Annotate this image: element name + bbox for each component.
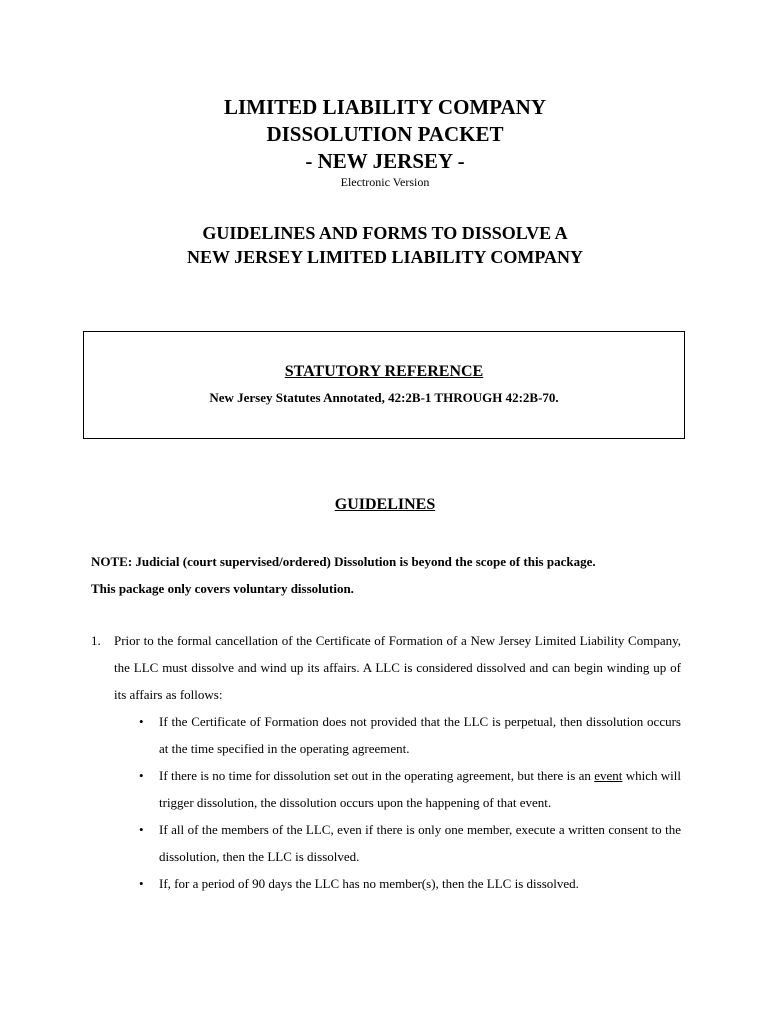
bullet-text: If all of the members of the LLC, even if there is only one member, execute a written consent to the dissolution, then the LLC is dissolved. — [159, 822, 681, 864]
list-item — [114, 870, 681, 897]
list-item — [114, 816, 681, 870]
item-intro: Prior to the formal cancellation of the Certificate of Formation of a New Jersey Limited Liability Company, the LLC must dissolve and wind up its affairs. A LLC is considered dissolved and can begin winding up of its affairs as follows: — [114, 633, 681, 702]
guideline-item-1 — [91, 627, 681, 897]
scope-note — [91, 548, 691, 602]
guide-title-line-1: GUIDELINES AND FORMS TO DISSOLVE A — [202, 223, 568, 243]
item-body — [114, 627, 681, 897]
bullet-icon: • — [139, 876, 144, 891]
guidelines-heading: GUIDELINES — [334, 496, 436, 513]
statutory-reference-text: New Jersey Statutes Annotated, 42:2B-1 THROUGH 42:2B-70. — [209, 390, 559, 405]
document-title — [0, 94, 770, 189]
item-number: 1. — [91, 633, 101, 648]
list-item — [114, 708, 681, 762]
scope-note-line-2: This package only covers voluntary dissolution. — [91, 581, 354, 596]
bullet-text: If the Certificate of Formation does not provided that the LLC is perpetual, then dissolution occurs at the time specified in the operating agreement. — [159, 714, 681, 756]
title-line-3: - NEW JERSEY - — [305, 149, 465, 173]
title-line-1: LIMITED LIABILITY COMPANY — [223, 95, 547, 119]
guide-title — [0, 221, 770, 269]
statutory-reference-box — [83, 331, 685, 439]
bullet-text-underlined: event — [594, 768, 623, 783]
statutory-reference-heading: STATUTORY REFERENCE — [284, 363, 484, 380]
list-item — [114, 762, 681, 816]
dissolution-conditions-list — [114, 708, 681, 897]
bullet-text-post: which will trigger dissolution, the dissolution occurs upon the happening of that event. — [159, 768, 682, 810]
bullet-icon: • — [139, 768, 144, 783]
bullet-text-pre: If there is no time for dissolution set out in the operating agreement, but there is an — [159, 768, 591, 783]
bullet-icon: • — [139, 822, 144, 837]
bullet-text: If, for a period of 90 days the LLC has no member(s), then the LLC is dissolved. — [159, 876, 579, 891]
title-line-2: DISSOLUTION PACKET — [266, 122, 504, 146]
version-subtitle: Electronic Version — [340, 175, 430, 189]
guide-title-line-2: NEW JERSEY LIMITED LIABILITY COMPANY — [186, 247, 584, 267]
bullet-icon: • — [139, 714, 144, 729]
scope-note-line-1: NOTE: Judicial (court supervised/ordered) Dissolution is beyond the scope of this package. — [91, 554, 596, 569]
